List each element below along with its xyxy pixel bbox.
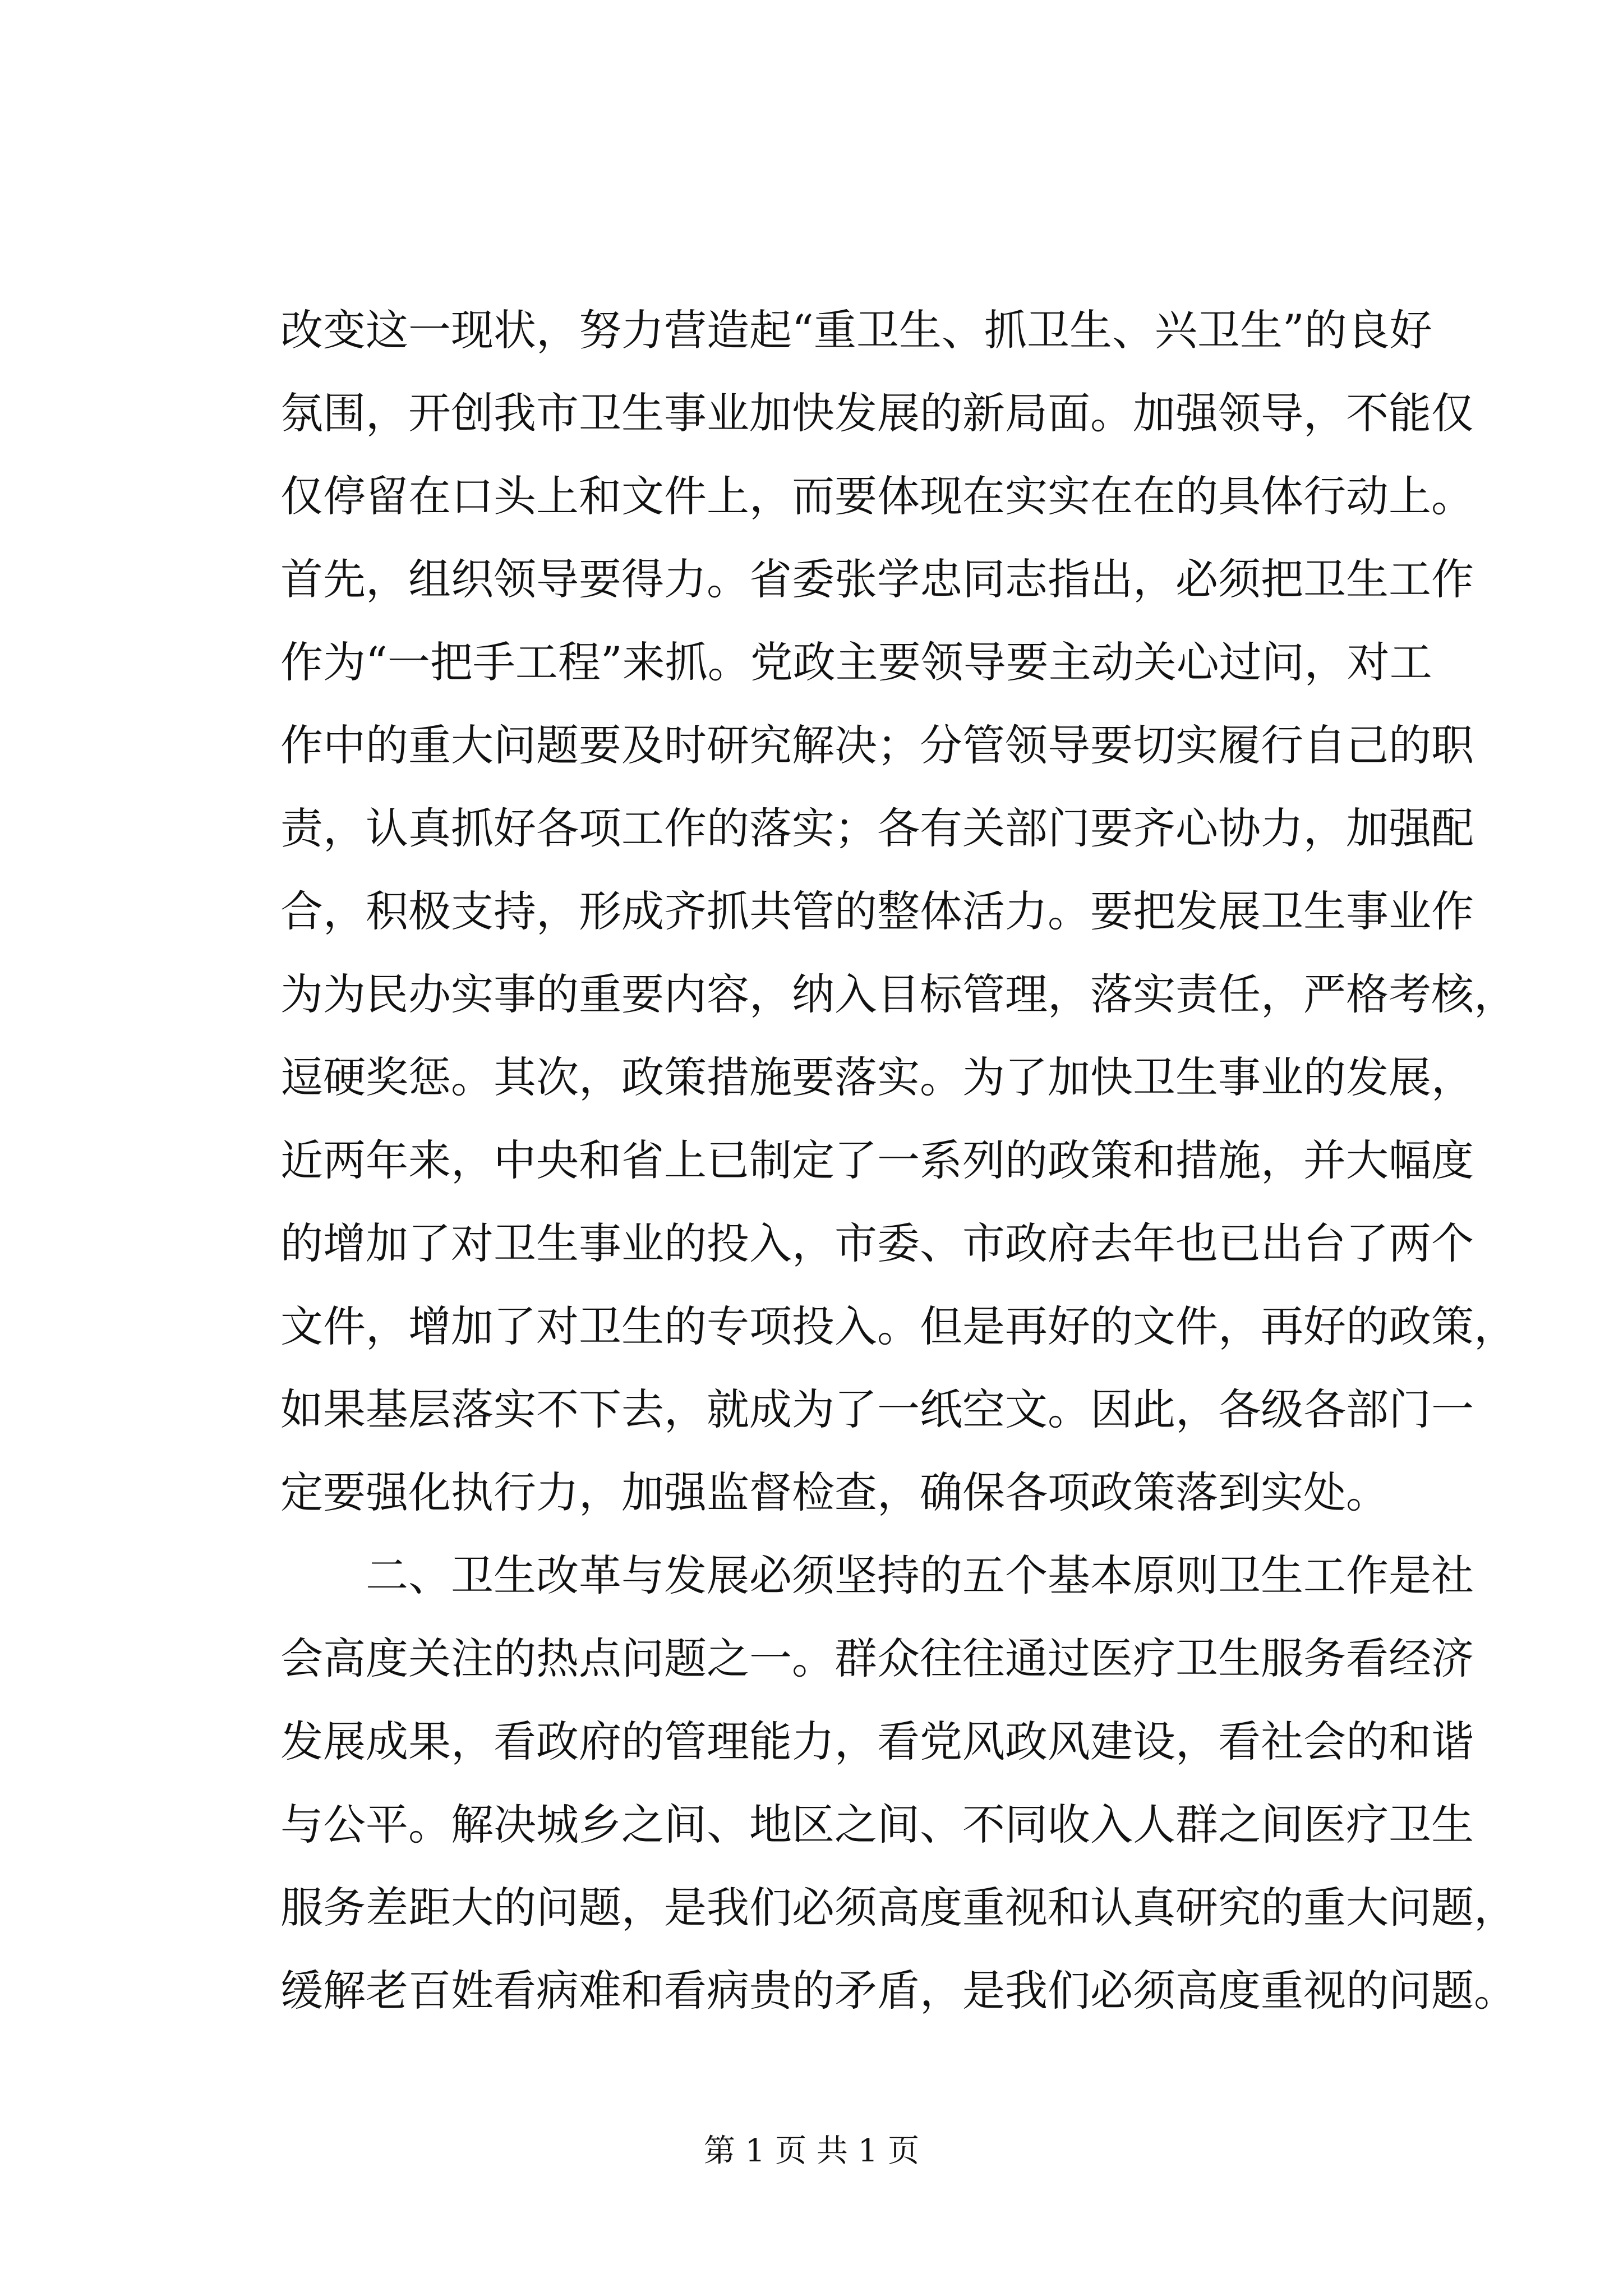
text-line: 服务差距大的问题，是我们必须高度重视和认真研究的重大问题， [280, 1883, 1516, 1932]
text-line: 文件，增加了对卫生的专项投入。但是再好的文件，再好的政策， [280, 1301, 1516, 1351]
section-heading-line: 二、卫生改革与发展必须坚持的五个基本原则卫生工作是社 [366, 1550, 1474, 1600]
paragraph-end-line: 定要强化执行力，加强监督检查，确保各项政策落到实处。 [280, 1467, 1389, 1517]
text-line: 首先，组织领导要得力。省委张学忠同志指出，必须把卫生工作 [280, 554, 1474, 604]
text-line: 作中的重大问题要及时研究解决；分管领导要切实履行自己的职 [280, 720, 1474, 770]
text-line: 责，认真抓好各项工作的落实；各有关部门要齐心协力，加强配 [280, 803, 1474, 853]
text-line: 会高度关注的热点问题之一。群众往往通过医疗卫生服务看经济 [280, 1634, 1474, 1683]
text-line: 作为“一把手工程”来抓。党政主要领导要主动关心过问，对工 [280, 637, 1432, 687]
text-line: 仅停留在口头上和文件上，而要体现在实实在在的具体行动上。 [280, 471, 1474, 521]
text-line: 缓解老百姓看病难和看病贵的矛盾，是我们必须高度重视的问题。 [280, 1966, 1516, 2016]
text-line: 如果基层落实不下去，就成为了一纸空文。因此，各级各部门一 [280, 1384, 1474, 1434]
body-text [280, 289, 1516, 2032]
text-line: 氛围，开创我市卫生事业加快发展的新局面。加强领导，不能仅 [280, 388, 1474, 438]
text-line: 与公平。解决城乡之间、地区之间、不同收入人群之间医疗卫生 [280, 1800, 1474, 1849]
text-line: 合，积极支持，形成齐抓共管的整体活力。要把发展卫生事业作 [280, 886, 1474, 936]
text-line: 为为民办实事的重要内容，纳入目标管理，落实责任，严格考核， [280, 969, 1516, 1019]
text-line: 改变这一现状，努力营造起“重卫生、抓卫生、兴卫生”的良好 [280, 305, 1432, 355]
page-number-footer: 第 1 页 共 1 页 [703, 2133, 920, 2169]
text-line: 近两年来，中央和省上已制定了一系列的政策和措施，并大幅度 [280, 1135, 1474, 1185]
text-line: 的增加了对卫生事业的投入，市委、市政府去年也已出台了两个 [280, 1218, 1474, 1268]
text-line: 发展成果，看政府的管理能力，看党风政风建设，看社会的和谐 [280, 1717, 1474, 1766]
text-line: 逗硬奖惩。其次，政策措施要落实。为了加快卫生事业的发展， [280, 1052, 1474, 1102]
